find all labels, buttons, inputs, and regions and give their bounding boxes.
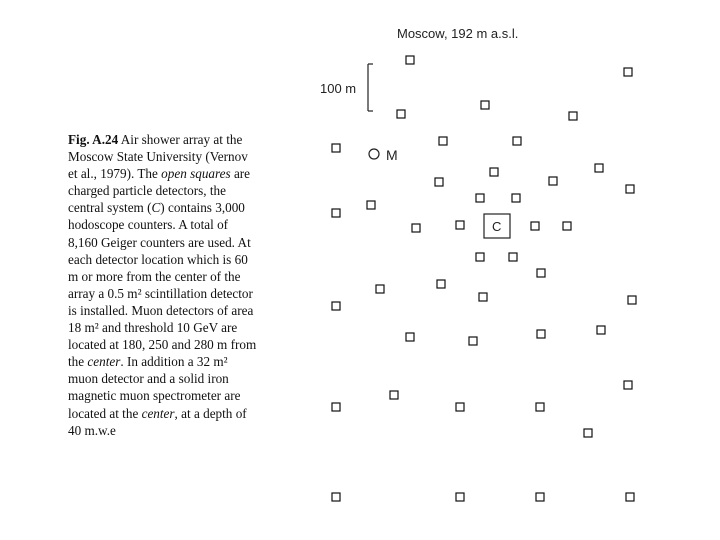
detector-square [390, 391, 398, 399]
detector-square [439, 137, 447, 145]
detector-square [624, 381, 632, 389]
detector-square [397, 110, 405, 118]
detector-square [624, 68, 632, 76]
detector-square [537, 330, 545, 338]
detector-square [479, 293, 487, 301]
detector-square [626, 185, 634, 193]
detector-square [456, 221, 464, 229]
location-label: Moscow, 192 m a.s.l. [397, 26, 519, 41]
detector-square [512, 194, 520, 202]
detector-square [456, 493, 464, 501]
detector-squares [332, 56, 636, 501]
detector-square [584, 429, 592, 437]
central-system-label: C [492, 219, 502, 234]
detector-square [406, 56, 414, 64]
detector-square [536, 493, 544, 501]
detector-square [490, 168, 498, 176]
detector-square [406, 333, 414, 341]
detector-square [563, 222, 571, 230]
detector-square [332, 144, 340, 152]
caption-text-3: ) contains 3,000 hodoscope counters. A total of 8,160 Geiger counters are used. At each detector location which is 60 m or more from the center of the array a 0.5 m² scintillation detector is installed. Muon detectors of area 18 m² and threshold 10 GeV are located at 180, 250 and 280 m from the [68, 200, 257, 370]
detector-square [476, 194, 484, 202]
detector-square [531, 222, 539, 230]
detector-square [626, 493, 634, 501]
detector-square [509, 253, 517, 261]
detector-square [476, 253, 484, 261]
detector-square [537, 269, 545, 277]
muon-detector-label: M [386, 147, 398, 163]
detector-square [332, 302, 340, 310]
scale-bar [368, 64, 373, 111]
caption-open-squares: open squares [161, 166, 231, 182]
caption-center-1: center [87, 354, 121, 370]
detector-square [597, 326, 605, 334]
detector-square [437, 280, 445, 288]
detector-square [628, 296, 636, 304]
detector-square [595, 164, 603, 172]
detector-square [536, 403, 544, 411]
detector-square [332, 209, 340, 217]
caption-text-1: Air shower array at the Moscow State University (Vernov et al., 1979). The [68, 132, 248, 182]
detector-square [456, 403, 464, 411]
caption-c: C [151, 200, 161, 216]
detector-square [569, 112, 577, 120]
caption-center-2: center [141, 405, 175, 421]
detector-square [367, 201, 375, 209]
caption-text-2: are charged particle detectors, the central system ( [68, 166, 251, 216]
detector-square [332, 403, 340, 411]
figure-label: Fig. A.24 [68, 132, 119, 147]
detector-square [549, 177, 557, 185]
caption-text-5: , at a depth of 40 m.w.e [68, 405, 247, 438]
detector-square [435, 178, 443, 186]
figure-caption [68, 131, 258, 439]
muon-detector-circle [369, 149, 379, 159]
scale-label: 100 m [320, 81, 357, 96]
detector-square [513, 137, 521, 145]
detector-square [332, 493, 340, 501]
detector-square [469, 337, 477, 345]
caption-text-4: . In addition a 32 m² muon detector and a solid iron magnetic muon spectrometer are located at the [68, 354, 241, 421]
detector-square [412, 224, 420, 232]
detector-square [376, 285, 384, 293]
detector-square [481, 101, 489, 109]
